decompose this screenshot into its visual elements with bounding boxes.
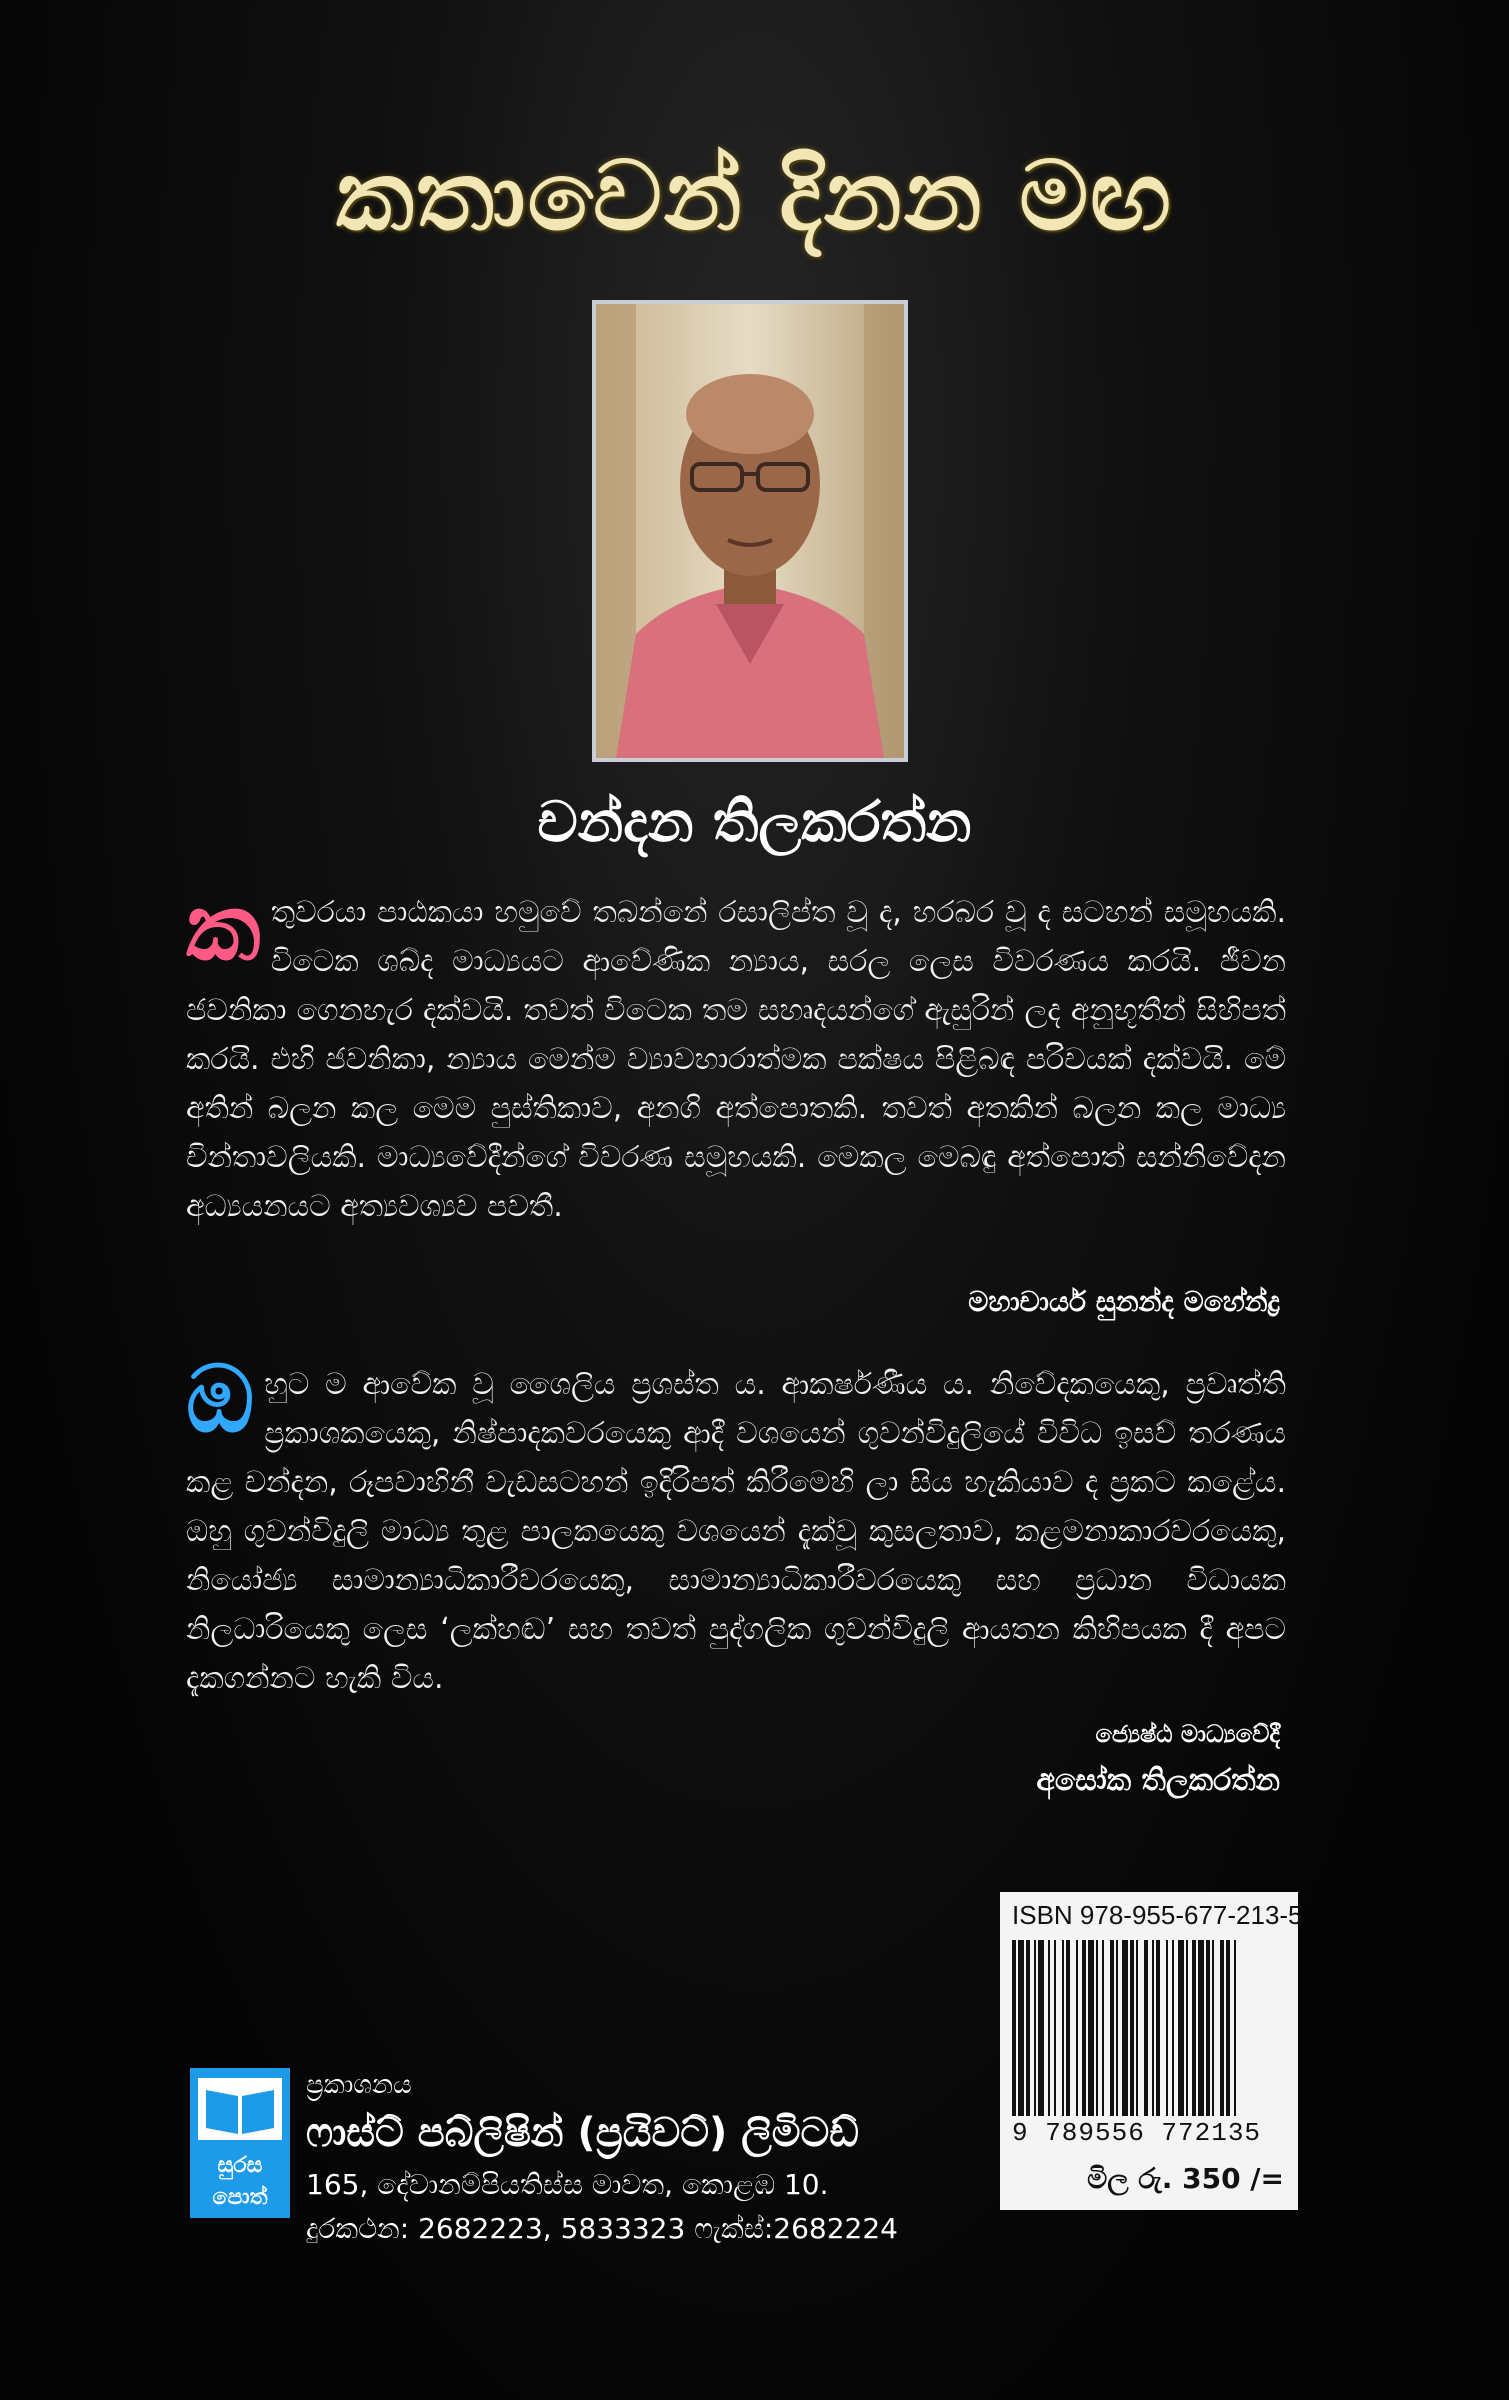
publisher-logo bbox=[190, 2068, 290, 2218]
author-photo bbox=[592, 300, 908, 762]
review-text-1: තුවරයා පාඨකයා හමුවේ තබන්නේ රසාලිප්ත වූ ද, හරබර වූ ද සටහන් සමූහයකි. විටෙක ශබ්ද මාධ්‍යයට ආවේණික න්‍යාය, සරල ලෙස විවරණය කරයි. ජීවන ජවනිකා ගෙනහැර දක්වයි. තවත් විටෙක තම සහෘදයන්ගේ ඇසුරින් ලද අනුභූතීන් සිහිපත් කරයි. එහි ජවනිකා, න්‍යාය මෙන්ම ව්‍යාවහාරාත්මක පක්ෂය පිළිබඳ පරිචයක් දක්වයි. මේ අතින් බලන කල මෙම පුස්තිකාව, අනගි අත්පොතකි. තවත් අතකින් බලන කල මාධ්‍ය චින්තාවලියකි. මාධ්‍යවේදීන්ගේ විවරණ සමූහයකි. මෙකල මෙබඳු අත්පොත් සන්නිවේදන අධ්‍යයනයට අත්‍යවශ්‍යව පවතී. bbox=[186, 895, 1286, 1224]
review-signature-role-2: ජ්‍යෙෂ්ඨ මාධ්‍යවේදී bbox=[1095, 1720, 1280, 1748]
review-text-2: හුට ම ආවේක වූ ශෛලිය ප්‍රශස්ත ය. ආකර්ෂණීය ය. නිවේදකයෙකු, ප්‍රවෘත්ති ප්‍රකාශකයෙකු, නිෂ්පාදකවරයෙකු ආදී වශයෙන් ගුවන්විදුලියේ විවිධ ඉසව් තරණය කළ චන්දන, රූපවාහිනී වැඩසටහන් ඉදිරිපත් කිරීමෙහි ලා සිය හැකියාව ද ප්‍රකට කළේය. ඔහු ගුවන්විදුලි මාධ්‍ය තුළ පාලකයෙකු වශයෙන් දැක්වූ කුසලතාව, කළමනාකාරවරයෙකු, නියෝජ්‍ය සාමාන්‍යාධිකාරීවරයෙකු, සාමාන්‍යාධිකාරීවරයෙකු සහ ප්‍රධාන විධායක නිලධාරියෙකු ලෙස ‘ලක්හඬ’ සහ තවත් පුද්ගලික ගුවන්විදුලි ආයතන කිහිපයක දී අපට දැකගන්නට හැකි විය. bbox=[186, 1367, 1286, 1696]
author-name: චන්දන තිලකරත්න bbox=[537, 790, 972, 855]
logo-text-2: පොත් bbox=[212, 2185, 268, 2210]
publisher-label: ප්‍රකාශනය bbox=[306, 2070, 412, 2100]
review-signature-1: මහාචාර්ය සුනන්ද මහේන්ද්‍ර bbox=[968, 1285, 1280, 1318]
dropcap-1: ක bbox=[186, 874, 261, 981]
review-signature-2: අසෝක තිලකරත්න bbox=[1036, 1763, 1280, 1798]
isbn-barcode bbox=[1000, 1892, 1303, 2210]
review-paragraph-2 bbox=[186, 1346, 1286, 1703]
barcode-digits: 9 789556 772135 bbox=[1012, 2118, 1262, 2148]
publisher-address: 165, දේවානම්පියතිස්ස මාවත, කොළඹ 10. bbox=[306, 2168, 829, 2201]
isbn-label: ISBN 978-955-677-213-5 bbox=[1012, 1900, 1303, 1930]
book-price: මිල රු. 350 /= bbox=[1087, 2162, 1284, 2195]
book-title: කතාවෙන් දිනන මඟ bbox=[336, 140, 1173, 252]
publisher-name: ෆාස්ට් පබ්ලිෂින් (ප්‍රයිවට්) ලිමිටඩ් bbox=[306, 2110, 859, 2156]
review-paragraph-1 bbox=[186, 874, 1286, 1231]
logo-text-1: සුරස bbox=[217, 2153, 263, 2178]
barcode-bars bbox=[1012, 1940, 1286, 2116]
dropcap-2: ඔ bbox=[186, 1346, 255, 1453]
publisher-phone: දුරකථන: 2682223, 5833323 ෆැක්ස්:2682224 bbox=[306, 2212, 898, 2245]
